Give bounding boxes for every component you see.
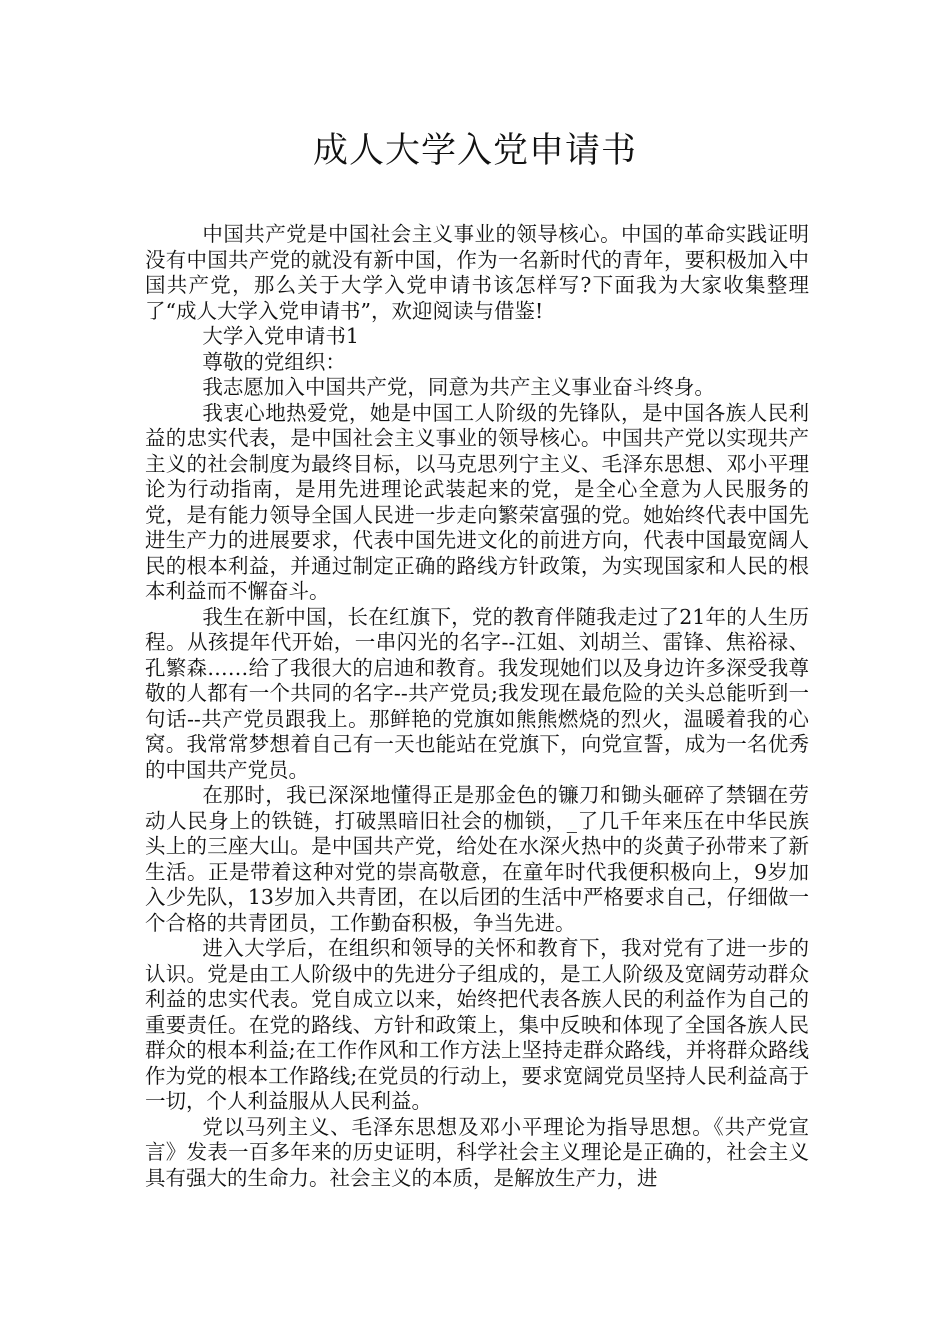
body-paragraph: 我衷心地热爱党，她是中国工人阶级的先锋队，是中国各族人民利益的忠实代表，是中国社会主义事业的领导核心。中国共产党以实现共产主义的社会制度为最终目标，以马克思列宁主义、毛泽东思想、邓小平理论为行动指南，是用先进理论武装起来的党，是全心全意为人民服务的党，是有能力领导全国人民进一步走向繁荣富强的党。她始终代表中国先进生产力的进展要求，代表中国先进文化的前进方向，代表中国最宽阔人民的根本利益，并通过制定正确的路线方针政策，为实现国家和人民的根本利益而不懈奋斗。 [145,400,809,603]
section-heading: 大学入党申请书1 [202,324,359,348]
body-paragraph: 我志愿加入中国共产党，同意为共产主义事业奋斗终身。 [202,375,715,399]
salutation: 尊敬的党组织： [202,349,346,374]
body-paragraph: 我生在新中国，长在红旗下，党的教育伴随我走过了21年的人生历程。从孩提年代开始，一串闪光的名字--江姐、刘胡兰、雷锋、焦裕禄、孔繁森……给了我很大的启迪和教育。我发现她们以及身边许多深受我尊敬的人都有一个共同的名字--共产党员;我发现在最危险的关头总能听到一句话--共产党员跟我上。那鲜艳的党旗如熊熊燃烧的烈火，温暖着我的心窝。我常常梦想着自己有一天也能站在党旗下，向党宣誓，成为一名优秀的中国共产党员。 [145,604,809,782]
body-paragraph: 进入大学后，在组织和领导的关怀和教育下，我对党有了进一步的认识。党是由工人阶级中的先进分子组成的，是工人阶级及宽阔劳动群众利益的忠实代表。党自成立以来，始终把代表各族人民的利益作为自己的重要责任。在党的路线、方针和政策上，集中反映和体现了全国各族人民群众的根本利益;在工作作风和工作方法上坚持走群众路线，并将群众路线作为党的根本工作路线;在党员的行动上，要求宽阔党员坚持人民利益高于一切，个人利益服从人民利益。 [145,936,809,1113]
intro-paragraph: 中国共产党是中国社会主义事业的领导核心。中国的革命实践证明没有中国共产党的就没有新中国，作为一名新时代的青年，要积极加入中国共产党，那么关于大学入党申请书该怎样写?下面我为大家收集整理了“成人大学入党申请书”，欢迎阅读与借鉴! [145,222,809,323]
document-title: 成人大学入党申请书 [312,131,637,171]
body-paragraph: 在那时，我已深深地懂得正是那金色的镰刀和锄头砸碎了禁锢在劳动人民身上的铁链，打破黑暗旧社会的枷锁，_了几千年来压在中华民族头上的三座大山。是中国共产党，给处在水深火热中的炎黄子孙带来了新生活。正是带着这种对党的崇高敬意，在童年时代我便积极向上，9岁加入少先队，13岁加入共青团，在以后团的生活中严格要求自己，仔细做一个合格的共青团员，工作勤奋积极，争当先进。 [145,783,809,935]
body-paragraph: 党以马列主义、毛泽东思想及邓小平理论为指导思想。《共产党宣言》发表一百多年来的历史证明，科学社会主义理论是正确的，社会主义具有强大的生命力。社会主义的本质，是解放生产力，进 [145,1114,809,1190]
document-body [145,222,809,1191]
